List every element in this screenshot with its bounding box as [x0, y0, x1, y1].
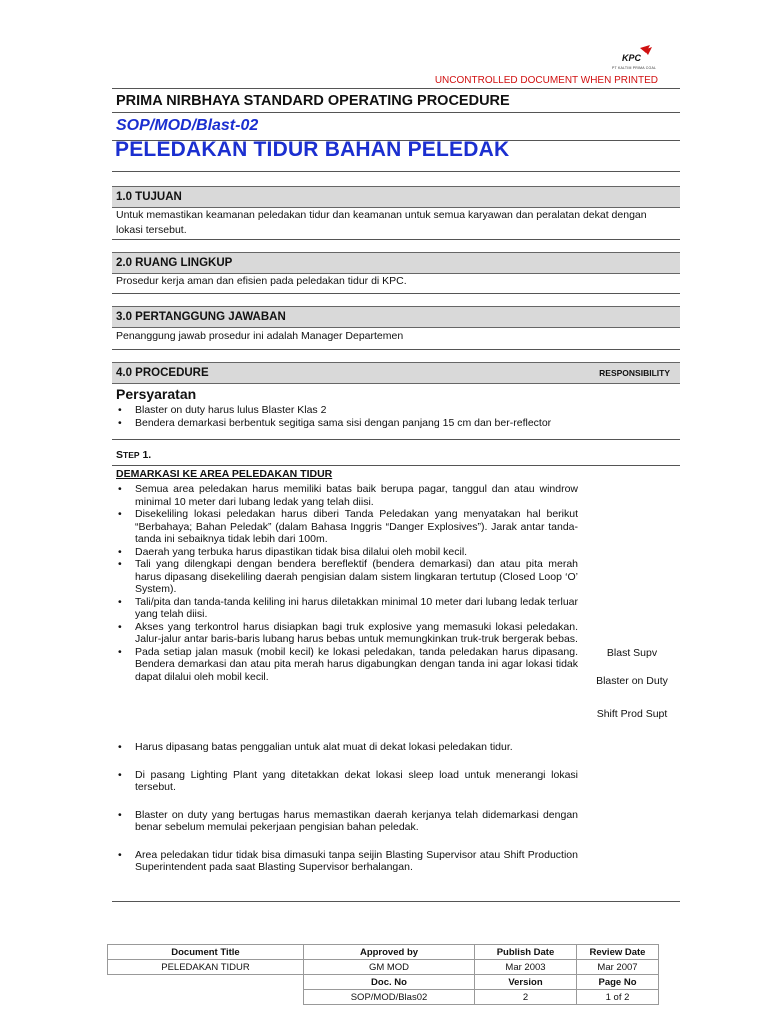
section-heading-procedure — [112, 362, 680, 384]
logo-text: PT KALTIM PRIMA COAL — [612, 66, 657, 70]
divider — [112, 239, 680, 240]
table-row — [108, 990, 659, 1005]
divider — [112, 349, 680, 350]
list-item: • Blaster on duty yang bertugas harus memastikan daerah kerjanya telah didemarkasi dengan benar sebelum memulai pekerjaan pengisian bahan peledak. — [116, 809, 578, 834]
table-row — [108, 945, 659, 960]
divider — [112, 293, 680, 294]
list-item: • Area peledakan tidur tidak bisa dimasuki tanpa seijin Blasting Supervisor atau Shift Production Superintendent pada saat Blasting Supervisor berhalangan. — [116, 849, 578, 874]
document-title: PELEDAKAN TIDUR BAHAN PELEDAK — [115, 138, 510, 161]
divider — [112, 112, 680, 113]
table-cell-empty — [108, 975, 304, 990]
divider — [112, 439, 680, 440]
step-word: TEP — [123, 450, 140, 460]
table-cell-empty — [108, 990, 304, 1005]
sop-code: SOP/MOD/Blast-02 — [116, 117, 259, 134]
kpc-logo — [618, 44, 660, 66]
list-item: • Blaster on duty harus lulus Blaster Klas 2 — [116, 404, 551, 417]
table-row — [108, 975, 659, 990]
section-heading-tujuan — [112, 186, 680, 208]
list-item: • Bendera demarkasi berbentuk segitiga sama sisi dengan panjang 15 cm dan ber-reflector — [116, 417, 551, 430]
step-label — [116, 449, 151, 461]
section-body-ruang-lingkup: Prosedur kerja aman dan efisien pada peledakan tidur di KPC. — [116, 275, 407, 287]
step-list — [116, 483, 578, 683]
table-row — [108, 960, 659, 975]
list-item: • Di pasang Lighting Plant yang ditetakkan dekat lokasi sleep load untuk menerangi lokasi tersebut. — [116, 769, 578, 794]
table-cell: 1 of 2 — [577, 990, 659, 1005]
uncontrolled-notice: UNCONTROLLED DOCUMENT WHEN PRINTED — [434, 75, 658, 86]
list-item: • Pada setiap jalan masuk (mobil kecil) ke lokasi peledakan, tanda peledakan harus dipasang. Bendera demarkasi dan atau pita merah harus digabungkan dengan tanda ini agar lokasi tidak dapat dilalui oleh mobil kecil. — [116, 646, 578, 684]
section-label: 1.0 TUJUAN — [116, 191, 182, 203]
logo-mark: KPC — [622, 53, 642, 63]
table-header: Approved by — [304, 945, 475, 960]
table-cell: Mar 2003 — [475, 960, 577, 975]
section-heading-ruang-lingkup — [112, 252, 680, 274]
table-header: Version — [475, 975, 577, 990]
section-body-tujuan: Untuk memastikan keamanan peledakan tidur dan keamanan untuk semua karyawan dan peralatan dekat dengan lokasi tersebut. — [116, 209, 647, 236]
section-body-tanggung-jawab: Penanggung jawab prosedur ini adalah Manager Departemen — [116, 330, 404, 342]
persyaratan-list — [116, 404, 551, 429]
section-heading-tanggung-jawab — [112, 306, 680, 328]
table-header: Publish Date — [475, 945, 577, 960]
table-cell: Mar 2007 — [577, 960, 659, 975]
list-item: • Daerah yang terbuka harus dipastikan tidak bisa dilalui oleh mobil kecil. — [116, 546, 578, 559]
step-title: DEMARKASI KE AREA PELEDAKAN TIDUR — [116, 468, 333, 480]
list-item: • Akses yang terkontrol harus disiapkan bagi truk explosive yang memasuki lokasi peledakan. Jalur-jalur antar baris-baris lubang harus bebas untuk memungkinkan truk-truk bergerak bebas. — [116, 621, 578, 646]
list-item: • Disekeliling lokasi peledakan harus diberi Tanda Peledakan yang menyatakan hal berikut “Berbahaya; Bahan Peledak” (dalam Bahasa Inggris “Danger Explosives”). Jarak antar tanda-tanda ini sebaiknya tidak lebih dari 100m. — [116, 508, 578, 546]
table-cell: PELEDAKAN TIDUR — [108, 960, 304, 975]
step-first-letter: S — [116, 449, 124, 461]
table-header: Page No — [577, 975, 659, 990]
section-label: 3.0 PERTANGGUNG JAWABAN — [116, 311, 286, 323]
list-item: • Tali/pita dan tanda-tanda keliling ini harus diletakkan minimal 10 meter dari lubang ledak terluar yang telah diisi. — [116, 596, 578, 621]
list-item: • Semua area peledakan harus memiliki batas baik berupa pagar, tanggul dan atau windrow minimal 10 meter dari lubang ledak yang telah diisi. — [116, 483, 578, 508]
table-cell: GM MOD — [304, 960, 475, 975]
table-header: Doc. No — [304, 975, 475, 990]
document-control-table — [107, 944, 659, 1005]
step-number: 1. — [139, 449, 152, 461]
table-header: Review Date — [577, 945, 659, 960]
table-cell: 2 — [475, 990, 577, 1005]
list-item: • Harus dipasang batas penggalian untuk alat muat di dekat lokasi peledakan tidur. — [116, 741, 578, 754]
table-cell: SOP/MOD/Blas02 — [304, 990, 475, 1005]
role-shift-prod-supt: Shift Prod Supt — [596, 708, 668, 720]
sop-heading: PRIMA NIRBHAYA STANDARD OPERATING PROCEDURE — [116, 93, 510, 109]
persyaratan-heading: Persyaratan — [116, 386, 197, 402]
role-blast-supv: Blast Supv — [606, 647, 658, 659]
responsibility-label: RESPONSIBILITY — [599, 368, 670, 378]
section-label: 2.0 RUANG LINGKUP — [116, 257, 233, 269]
list-item: • Tali yang dilengkapi dengan bendera bereflektif (bendera demarkasi) dan atau pita merah harus dipasang disekeliling daerah pengisian dalam sistem lingkaran tertutup (Closed Loop ‘O’ System). — [116, 558, 578, 596]
divider — [112, 171, 680, 172]
table-header: Document Title — [108, 945, 304, 960]
section-label: 4.0 PROCEDURE — [116, 367, 209, 379]
divider — [112, 88, 680, 89]
role-blaster-on-duty: Blaster on Duty — [596, 675, 668, 687]
step-list-2 — [116, 741, 578, 874]
divider — [112, 465, 680, 466]
divider — [112, 901, 680, 902]
